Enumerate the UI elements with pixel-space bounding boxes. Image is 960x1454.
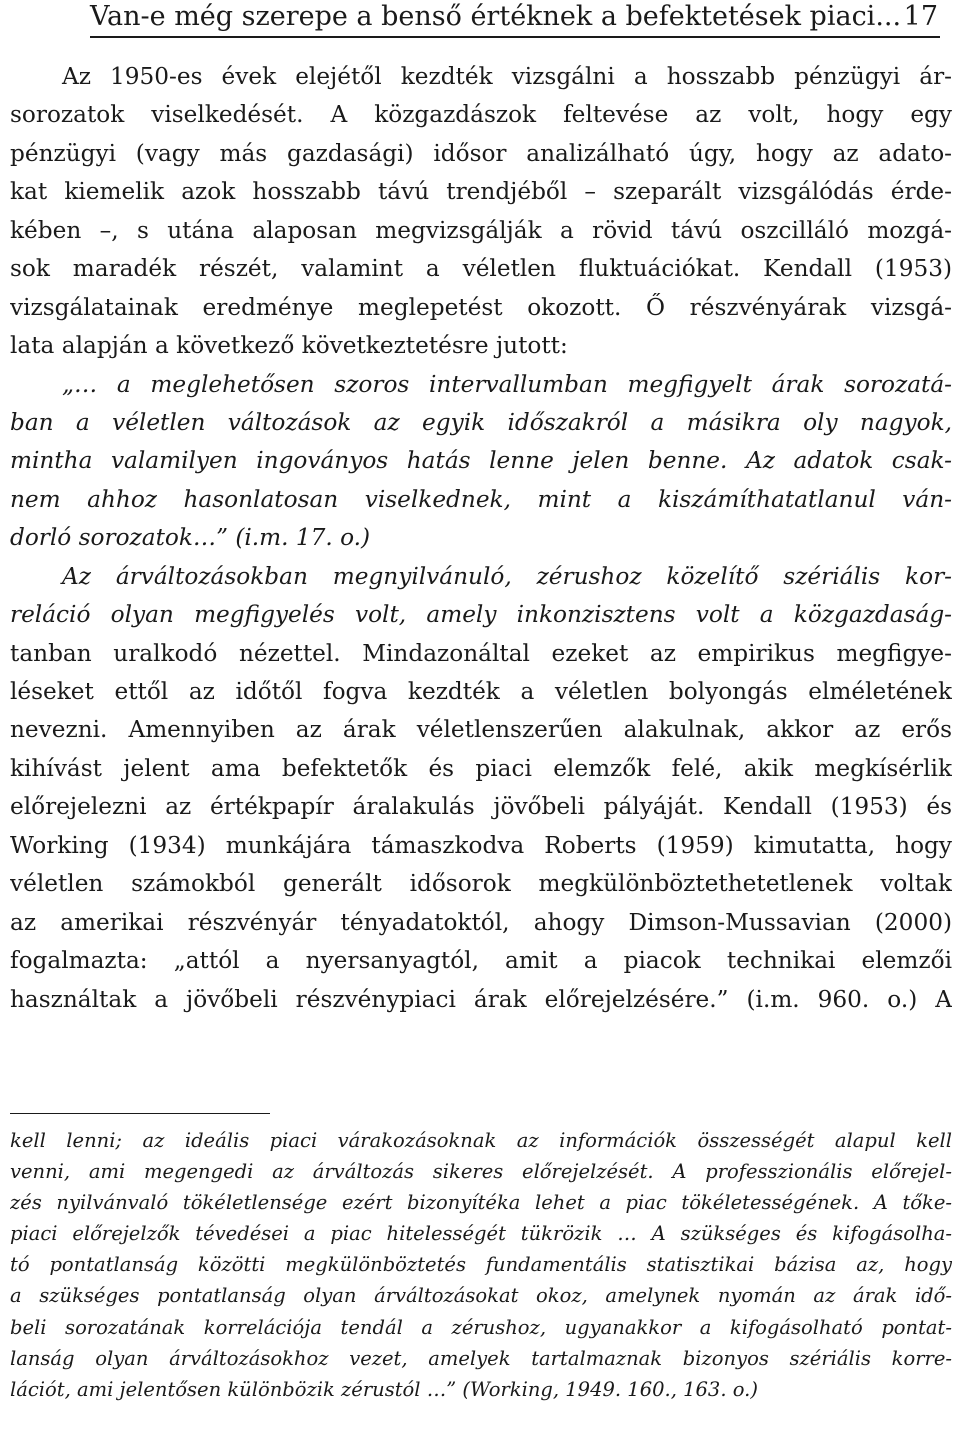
text-line: fogalmazta: „attól a nyersanyagtól, amit a piacok technikai elemzői (10, 947, 952, 975)
footnote-line: tó pontatlanság közötti megkülönböztetés fundamentális statisztikai bázisa az, hogy (10, 1253, 952, 1277)
quote-line: dorló sorozatok…” (i.m. 17. o.) (10, 524, 371, 552)
footnote-line: piaci előrejelzők tévedései a piac hitelességét tükrözik … A szükséges és kifogásolha- (10, 1222, 952, 1246)
text-line: kében –, s utána alaposan megvizsgálják a rövid távú oszcilláló mozgá- (10, 216, 952, 244)
quote-line: „… a meglehetősen szoros intervallumban megfigyelt árak sorozatá- (62, 370, 952, 398)
italic-line: Az árváltozásokban megnyilvánuló, zérushoz közelítő szériális kor- (62, 562, 952, 590)
text-line: sorozatok viselkedését. A közgazdászok feltevése az volt, hogy egy (10, 101, 952, 129)
body-text (10, 58, 952, 1019)
text-line: pénzügyi (vagy más gazdasági) idősor analizálható úgy, hogy az adato- (10, 139, 952, 167)
text-line: Az 1950-es évek elejétől kezdték vizsgálni a hosszabb pénzügyi ár- (62, 63, 952, 90)
text-line: véletlen számokból generált idősorok megkülönböztethetetlenek voltak (10, 870, 952, 898)
text-line: nevezni. Amennyiben az árak véletlenszerűen alakulnak, akkor az erős (10, 716, 952, 744)
footnote-line: venni, ami megengedi az árváltozás sikeres előrejelzését. A professzionális előrejel- (10, 1160, 952, 1184)
page-number: 17 (903, 1, 938, 32)
text-line: lata alapján a következő következtetésre jutott: (10, 332, 568, 360)
footnote-line: a szükséges pontatlanság olyan árváltozásokat okoz, amelynek nyomán az árak idő- (10, 1284, 952, 1308)
quote-line: ban a véletlen változások az egyik időszakról a másikra oly nagyok, (10, 408, 952, 436)
text-line: kihívást jelent ama befektetők és piaci elemzők felé, akik megkísérlik (10, 754, 952, 782)
footnote-line: zés nyilvánvaló tökéletlensége ezért bizonyítéka lehet a piac tökéletességének. A tőke- (10, 1191, 952, 1215)
footnote-line: kell lenni; az ideális piaci várakozásoknak az információk összességét alapul kell (10, 1129, 952, 1152)
text-line: Working (1934) munkájára támaszkodva Roberts (1959) kimutatta, hogy (10, 831, 952, 859)
footnote-line: lációt, ami jelentősen különbözik zérustól …” (Working, 1949. 160., 163. o.) (10, 1377, 758, 1401)
footnote-line: beli sorozatának korrelációja tendál a zérushoz, ugyanakkor a kifogásolható pontat- (10, 1315, 952, 1339)
text-line: az amerikai részvényár tényadatoktól, ahogy Dimson-Mussavian (2000) (10, 908, 952, 936)
running-title: Van-e még szerepe a benső értéknek a befektetések piaci... (90, 1, 902, 32)
header-rule (90, 36, 940, 38)
text-line: tanban uralkodó nézettel. Mindazonáltal ezeket az empirikus megfigye- (10, 639, 952, 667)
text-line: előrejelezni az értékpapír áralakulás jövőbeli pályáját. Kendall (1953) és (10, 793, 952, 821)
text-line: kat kiemelik azok hosszabb távú trendjéből – szeparált vizsgálódás érde- (10, 178, 952, 206)
text-line: léseket ettől az időtől fogva kezdték a véletlen bolyongás elméletének (10, 678, 952, 705)
footnote-separator (10, 1113, 270, 1114)
text-line: sok maradék részét, valamint a véletlen fluktuációkat. Kendall (1953) (10, 255, 952, 283)
footnote (10, 1125, 952, 1405)
text-line: használtak a jövőbeli részvénypiaci árak előrejelzésére.” (i.m. 960. o.) A (10, 985, 952, 1013)
running-header (0, 0, 960, 36)
footnote-line: lanság olyan árváltozásokhoz vezet, amelyek tartalmaznak bizonyos szériális korre- (10, 1346, 952, 1370)
quote-line: mintha valamilyen ingoványos hatás lenne jelen benne. Az adatok csak- (10, 447, 952, 475)
italic-line: reláció olyan megfigyelés volt, amely inkonzisztens volt a közgazdaság- (10, 601, 952, 629)
text-line: vizsgálatainak eredménye meglepetést okozott. Ő részvényárak vizsgá- (10, 293, 952, 321)
quote-line: nem ahhoz hasonlatosan viselkednek, mint a kiszámíthatatlanul ván- (10, 485, 952, 513)
